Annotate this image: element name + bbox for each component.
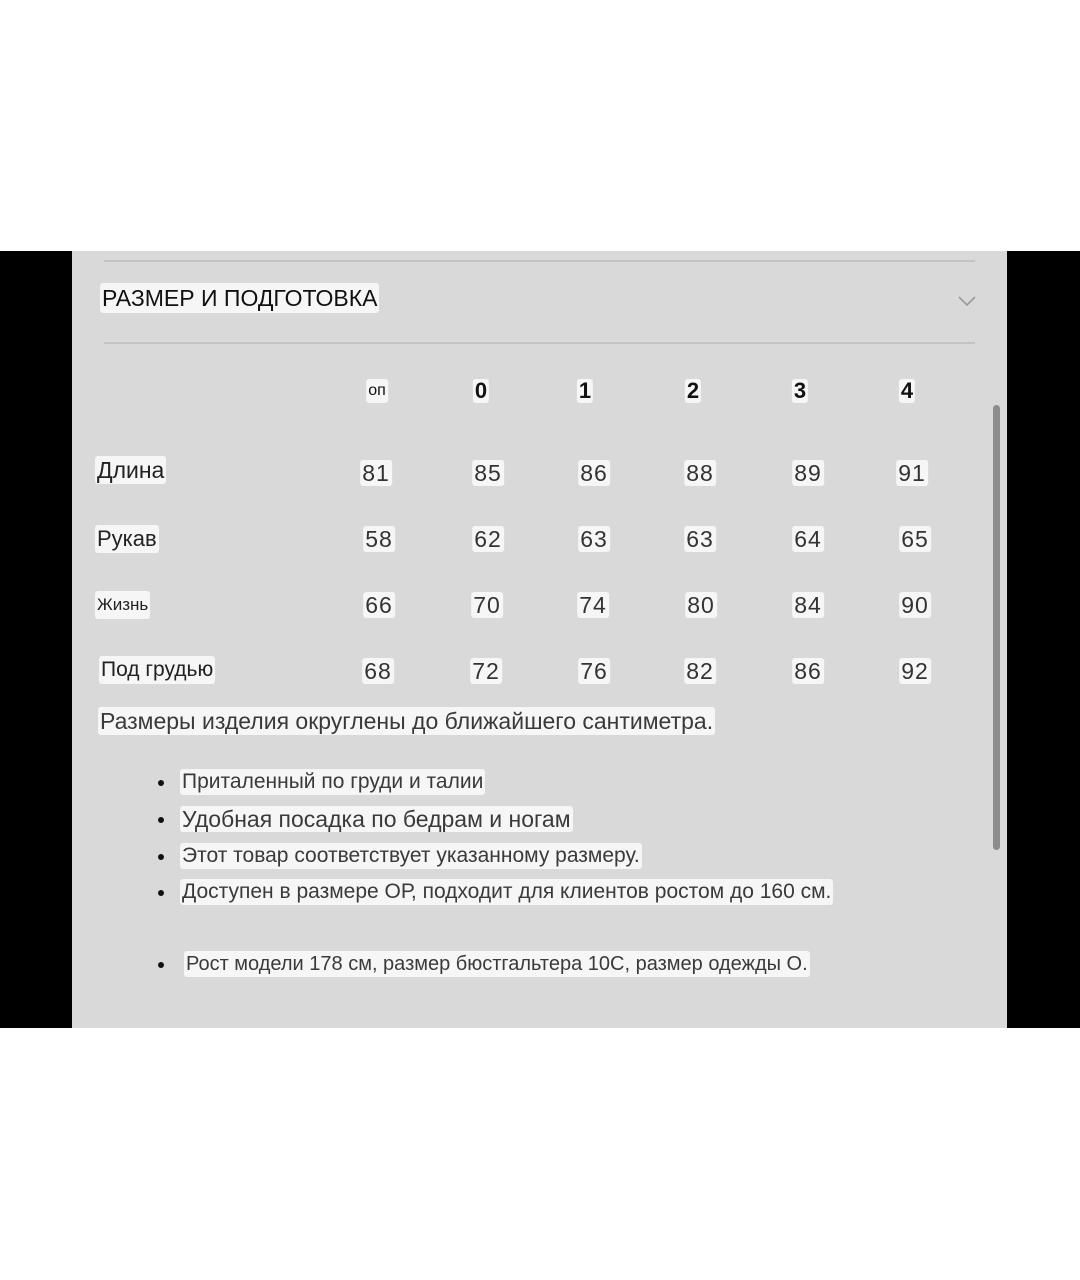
- table-cell: 89: [794, 460, 822, 486]
- size-header-1: 1: [578, 378, 592, 403]
- list-item-text: Этот товар соответствует указанному размеру.: [182, 844, 640, 867]
- row-label-underbust: Под грудью: [99, 656, 215, 684]
- table-cell: 81: [362, 460, 390, 486]
- bullet-icon: [158, 962, 164, 968]
- table-cell: 64: [794, 526, 822, 552]
- table-cell: 76: [580, 658, 608, 684]
- screenshot-frame: [0, 251, 1080, 1028]
- table-cell: 90: [901, 592, 929, 618]
- table-cell: 86: [580, 460, 608, 486]
- list-item: [158, 951, 833, 977]
- scrollbar[interactable]: [993, 405, 1000, 850]
- section-title: РАЗМЕР И ПОДГОТОВКА: [102, 285, 378, 311]
- header-divider: [104, 342, 975, 344]
- table-cell: 63: [580, 526, 608, 552]
- size-header-2: 2: [686, 378, 700, 403]
- bullet-icon: [158, 780, 164, 786]
- bullet-icon: [158, 854, 164, 860]
- list-item: [158, 843, 833, 869]
- list-item-text: Рост модели 178 см, размер бюстгальтера 10С, размер одежды О.: [186, 953, 808, 975]
- chevron-down-icon[interactable]: [957, 291, 977, 311]
- table-cell: 58: [365, 526, 393, 552]
- table-cell: 72: [472, 658, 500, 684]
- row-label-sleeve: Рукав: [97, 526, 157, 551]
- table-cell: 85: [474, 460, 502, 486]
- list-item-text: Доступен в размере ОР, подходит для клиентов ростом до 160 см.: [182, 880, 832, 903]
- row-label-waist: Жизнь: [95, 591, 150, 619]
- table-cell: 82: [686, 658, 714, 684]
- table-cell: 66: [365, 592, 393, 618]
- table-cell: 80: [687, 592, 715, 618]
- table-cell: 63: [686, 526, 714, 552]
- table-cell: 70: [473, 592, 501, 618]
- table-cell: 62: [474, 526, 502, 552]
- list-item: [158, 879, 833, 905]
- bullet-icon: [158, 890, 164, 896]
- size-header-4: 4: [900, 378, 914, 403]
- rounding-note: [98, 707, 715, 735]
- table-cell: 88: [686, 460, 714, 486]
- bullet-icon: [158, 817, 164, 823]
- size-header-0: 0: [474, 378, 488, 403]
- table-cell: 86: [794, 658, 822, 684]
- table-cell: 91: [898, 460, 926, 486]
- table-cell: 74: [579, 592, 607, 618]
- list-item-text: Приталенный по груди и талии: [182, 770, 484, 793]
- rounding-note-text: Размеры изделия округлены до ближайшего сантиметра.: [100, 708, 714, 734]
- section-header[interactable]: [100, 283, 379, 313]
- list-item: [158, 806, 833, 832]
- size-header-3: 3: [793, 378, 807, 403]
- table-cell: 68: [364, 658, 392, 684]
- feature-list: [158, 769, 833, 977]
- list-item-text: Удобная посадка по бедрам и ногам: [182, 806, 571, 832]
- size-guide-panel: [72, 251, 1007, 1028]
- row-label-length: Длина: [97, 457, 165, 483]
- size-header-op: оп: [366, 379, 388, 403]
- table-cell: 65: [901, 526, 929, 552]
- top-divider: [104, 260, 975, 262]
- table-cell: 84: [794, 592, 822, 618]
- list-item: [158, 769, 833, 795]
- table-cell: 92: [901, 658, 929, 684]
